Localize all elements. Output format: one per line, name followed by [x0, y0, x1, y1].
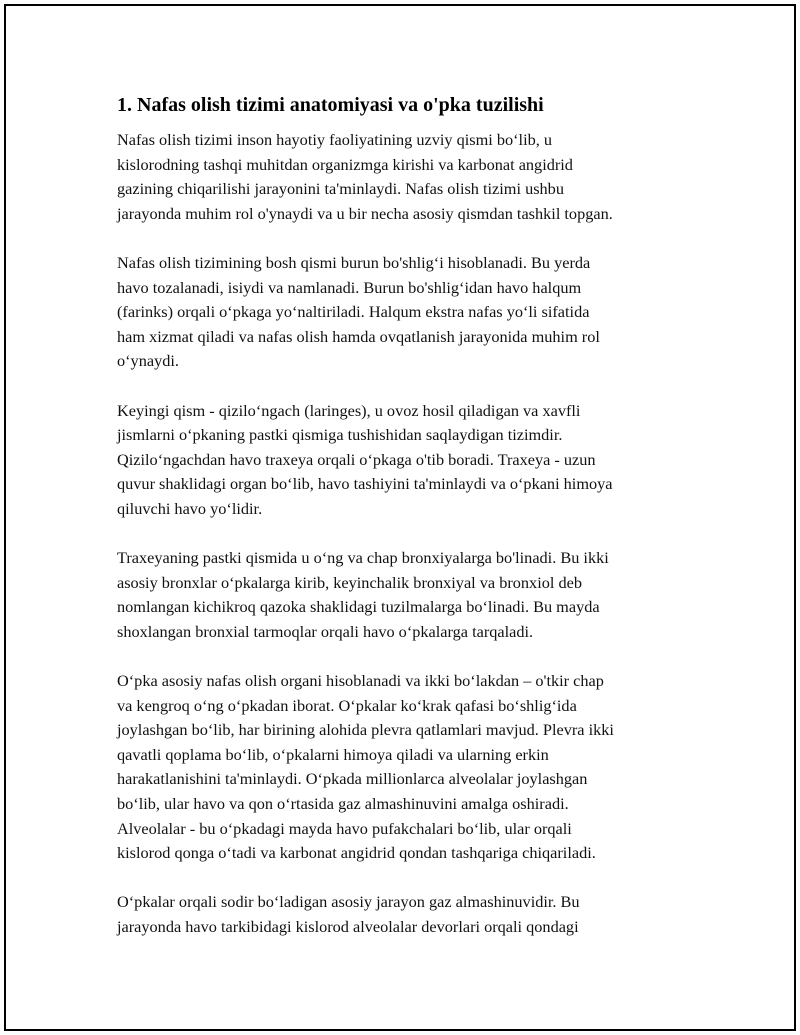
- document-body: [117, 92, 687, 964]
- text-line: Nafas olish tizimi inson hayotiy faoliyatining uzviy qismi bo‘lib, u: [117, 130, 553, 149]
- text-line: gazining chiqarilishi jarayonini ta'minlaydi. Nafas olish tizimi ushbu: [117, 179, 564, 199]
- text-line: Qizilo‘ngachdan havo traxeya orqali o‘pkaga o'tib boradi. Traxeya - uzun: [117, 449, 596, 469]
- paragraph-1: [117, 128, 687, 226]
- text-line: qavatli qoplama bo‘lib, o‘pkalarni himoya qiladi va ularning erkin: [117, 744, 549, 764]
- text-line: jarayonda havo tarkibidagi kislorod alveolalar devorlari orqali qondagi: [117, 917, 579, 936]
- text-line: quvur shaklidagi organ bo‘lib, havo tashiyini ta'minlaydi va o‘pkani himoya: [117, 474, 613, 494]
- text-line: asosiy bronxlar o‘pkalarga kirib, keyinchalik bronxiyal va bronxiol deb: [117, 572, 582, 592]
- section-heading: 1. Nafas olish tizimi anatomiyasi va o'pka tuzilishi: [117, 94, 544, 116]
- text-line: Traxeyaning pastki qismida u o‘ng va chap bronxiyalarga bo'linadi. Bu ikki: [117, 548, 609, 568]
- text-line: harakatlanishini ta'minlaydi. O‘pkada millionlarca alveolalar joylashgan: [117, 769, 588, 789]
- text-line: qiluvchi havo yo‘lidir.: [117, 498, 263, 518]
- text-line: jarayonda muhim rol o'ynaydi va u bir necha asosiy qismdan tashkil topgan.: [117, 203, 613, 223]
- text-line: shoxlangan bronxial tarmoqlar orqali havo o‘pkalarga tarqaladi.: [117, 621, 534, 641]
- paragraph-6: [117, 890, 687, 939]
- text-line: joylashgan bo‘lib, har birining alohida plevra qatlamlari mavjud. Plevra ikki: [117, 720, 614, 740]
- text-line: o‘ynaydi.: [117, 351, 179, 371]
- text-line: Nafas olish tizimining bosh qismi burun bo'shlig‘i hisoblanadi. Bu yerda: [117, 252, 591, 272]
- text-line: kislorod qonga o‘tadi va karbonat angidrid qondan tashqariga chiqariladi.: [117, 843, 596, 863]
- paragraph-3: [117, 399, 687, 522]
- text-line: havo tozalanadi, isiydi va namlanadi. Burun bo'shlig‘idan havo halqum: [117, 277, 582, 297]
- paragraph-2: [117, 251, 687, 374]
- text-line: O‘pka asosiy nafas olish organi hisoblanadi va ikki bo‘lakdan – o'tkir chap: [117, 671, 604, 691]
- paragraph-4: [117, 546, 687, 644]
- text-line: va kengroq o‘ng o‘pkadan iborat. O‘pkalar ko‘krak qafasi bo‘shlig‘ida: [117, 695, 577, 715]
- text-line: jismlarni o‘pkaning pastki qismiga tushishidan saqlaydigan tizimdir.: [117, 425, 563, 445]
- text-line: kislorodning tashqi muhitdan organizmga kirishi va karbonat angidrid: [117, 154, 573, 174]
- paragraph-5: [117, 669, 687, 866]
- text-line: bo‘lib, ular havo va qon o‘rtasida gaz almashinuvini amalga oshiradi.: [117, 794, 569, 814]
- text-line: nomlangan kichikroq qazoka shaklidagi tuzilmalarga bo‘linadi. Bu mayda: [117, 597, 600, 617]
- text-line: O‘pkalar orqali sodir bo‘ladigan asosiy jarayon gaz almashinuvidir. Bu: [117, 892, 580, 912]
- text-line: ham xizmat qiladi va nafas olish hamda ovqatlanish jarayonida muhim rol: [117, 326, 600, 346]
- text-line: Alveolalar - bu o‘pkadagi mayda havo pufakchalari bo‘lib, ular orqali: [117, 818, 572, 838]
- text-line: (farinks) orqali o‘pkaga yo‘naltiriladi. Halqum ekstra nafas yo‘li sifatida: [117, 302, 590, 322]
- text-line: Keyingi qism - qizilo‘ngach (laringes), u ovoz hosil qiladigan va xavfli: [117, 400, 581, 420]
